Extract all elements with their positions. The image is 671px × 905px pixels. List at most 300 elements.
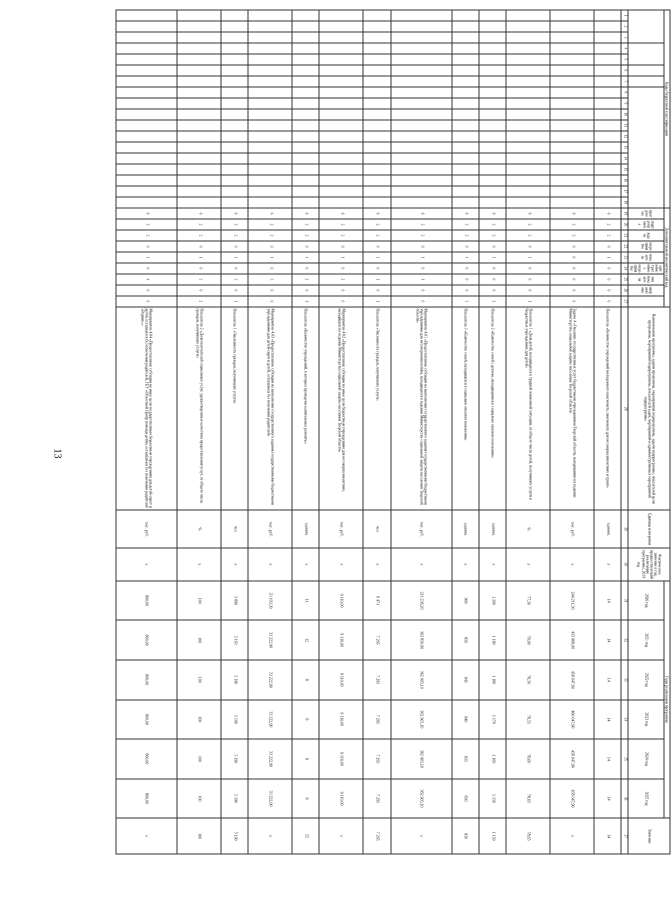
code-cell: 0 [506,241,550,252]
code-cell: 2 [550,219,594,230]
code-cell: 0 [248,285,292,296]
column-number: 11 [621,120,628,131]
code-cell: 2 [363,230,390,241]
column-number: 3 [621,32,628,43]
row-year-value: 1 160 [479,739,506,779]
code-cell [292,186,319,197]
row-year-value: 9 110,00 [319,700,363,740]
code-cell: 1 [248,252,292,263]
table-row [177,10,221,854]
code-cell [292,109,319,120]
code-cell [452,87,479,98]
row-year-value: 7 295 [363,660,390,700]
code-cell [116,164,178,175]
code-cell: 1 [363,296,390,307]
code-cell [221,65,248,76]
code-cell [363,54,390,65]
row-year-value: 800,00 [116,660,178,700]
sub-label-подпрограмма: подпрограмма [628,219,663,230]
code-cell: 1 [391,274,453,285]
code-cell: 1 [116,252,178,263]
code-cell: 0 [221,241,248,252]
code-cell: 0 [479,274,506,285]
code-cell: 6 [319,208,363,219]
row-year-value: 466 047,90 [550,700,594,740]
code-cell [177,87,221,98]
code-cell [479,109,506,120]
code-cell [319,54,363,65]
row-year-value: 900 [452,581,479,621]
code-cell [177,98,221,109]
row-final: 55 [292,818,319,854]
code-cell [594,197,621,208]
row-prior: х [177,548,221,581]
code-cell [221,98,248,109]
sub-label-задача: задача [628,230,663,241]
code-cell: 2 [319,219,363,230]
code-cell [506,197,550,208]
row-year-value: 100 [177,620,221,660]
row-year-value: 14 [594,779,621,819]
code-cell [479,164,506,175]
code-cell: 0 [594,285,621,296]
code-cell [292,43,319,54]
code-cell [479,32,506,43]
column-number: 26 [621,285,628,296]
code-cell [248,10,292,21]
code-cell [363,87,390,98]
code-cell [391,197,453,208]
code-cell: 2 [319,274,363,285]
table-row [363,10,390,854]
sub-label-административное-мероприятие: административное мероприятие [629,264,663,273]
code-cell [319,186,363,197]
code-cell: 0 [594,263,621,274]
row-year-value: 835 [452,739,479,779]
code-cell: 6 [506,208,550,219]
row-year-value: 9 110,00 [319,779,363,819]
code-cell [506,120,550,131]
row-name: Мероприятие 4.04 «Предоставление субсидии на иные цели государственным бюджетным учреждениям для детей-сирот и детей, оставшихся без попечения родителей, ГБУ «Областной Центр помощи детям, оставшимся без попечения родителей «Родник»» [116,307,178,510]
code-cell [391,186,453,197]
code-cell [452,43,479,54]
code-cell [292,65,319,76]
row-prior: х [452,548,479,581]
code-cell [221,109,248,120]
row-year-value: 362 850,00 [391,620,453,660]
column-number: 27 [621,296,628,307]
code-cell: 2 [479,296,506,307]
code-cell [363,43,390,54]
code-cell [248,186,292,197]
code-cell [506,43,550,54]
code-cell [177,32,221,43]
code-cell: 2 [116,219,178,230]
row-unit: % [177,510,221,547]
code-cell [292,175,319,186]
code-cell: 0 [391,263,453,274]
code-cell [452,98,479,109]
header-goal: Наименование программы, задачи программы, мероприятия подпрограммы, задачи подпрограммы, показателей цели программы, мероприятий подпрограммы, показателей задач, мероприятий и административных мероприятий подпрограммы [628,307,670,510]
row-final: 78,65 [506,818,550,854]
code-cell: 2 [391,230,453,241]
table-row [221,10,248,854]
code-cell [479,43,506,54]
column-number: 34 [621,700,628,740]
code-cell [391,43,453,54]
code-cell [550,164,594,175]
code-cell [391,164,453,175]
row-year-value: 33 222,90 [248,620,292,660]
sub-label-направление: направление [628,285,663,296]
column-number: 17 [621,186,628,197]
table-row [479,10,506,854]
code-cell: 0 [391,241,453,252]
code-cell: 0 [506,274,550,285]
code-cell [116,175,178,186]
column-number: 2 [621,21,628,32]
row-year-value: 33 222,90 [248,779,292,819]
code-cell [594,76,621,87]
column-number: 22 [621,241,628,252]
code-cell [550,175,594,186]
code-cell: 3 [221,274,248,285]
code-cell [594,120,621,131]
row-prior: х [292,548,319,581]
column-number: 24 [621,263,628,274]
code-cell: 2 [452,230,479,241]
code-cell [319,21,363,32]
row-year-value: 9 110,00 [319,620,363,660]
code-cell [116,21,178,32]
row-year-value: 362 905,10 [391,779,453,819]
column-number: 20 [621,219,628,230]
code-cell [391,142,453,153]
code-cell: 0 [363,285,390,296]
code-cell [221,54,248,65]
row-year-value: 458 047,90 [550,779,594,819]
row-year-value: 800,00 [116,620,178,660]
code-cell: 2 [248,219,292,230]
code-cell: 6 [479,208,506,219]
code-type-label [628,65,663,76]
row-year-value: 458 047,90 [550,660,594,700]
row-name: Показатель 2 «Количество семей с детьми, находящимися в социально опасном положении» [479,307,506,510]
code-section-label [628,43,663,65]
code-cell: 2 [292,219,319,230]
code-cell: 0 [452,263,479,274]
code-cell: 0 [479,263,506,274]
code-cell [292,142,319,153]
table-row [594,10,621,854]
code-cell [177,186,221,197]
code-cell: 2 [391,219,453,230]
code-cell: 2 [292,274,319,285]
code-cell [550,21,594,32]
code-cell: 2 [177,296,221,307]
code-cell [248,76,292,87]
code-cell: 1 [506,296,550,307]
code-cell [452,131,479,142]
code-cell: 0 [506,285,550,296]
code-cell [452,10,479,21]
row-prior: х [248,548,292,581]
column-number: 13 [621,142,628,153]
header-years-group: Годы реализации программы [664,581,670,819]
code-cell [506,87,550,98]
code-cell [550,131,594,142]
code-cell: 0 [177,241,221,252]
sub-label-extra [628,296,663,307]
row-year-value: 7 295 [363,700,390,740]
code-cell [221,197,248,208]
code-cell [506,153,550,164]
row-year-value: 78,65 [506,779,550,819]
code-cell [221,76,248,87]
column-number: 7 [621,76,628,87]
sub-label-мероприятие: мероприятие [628,241,663,252]
code-cell: 0 [319,241,363,252]
code-cell [550,54,594,65]
row-name: Показатель «Численность граждан, получивших услуги» [363,307,390,510]
code-cell: 0 [550,241,594,252]
row-year-value: 1 150 [479,779,506,819]
code-cell: 2 [594,230,621,241]
row-year-value: 3 890 [221,581,248,621]
code-cell [550,87,594,98]
code-cell [116,32,178,43]
code-cell [363,120,390,131]
code-cell: 1 [221,252,248,263]
code-cell [594,21,621,32]
code-cell: 2 [248,230,292,241]
code-cell [479,197,506,208]
code-cell [391,175,453,186]
column-number: 33 [621,660,628,700]
code-cell [319,142,363,153]
row-year-value: 9 110,00 [319,581,363,621]
column-number: 6 [621,65,628,76]
code-cell: 2 [221,219,248,230]
code-cell [177,153,221,164]
table-row [248,10,292,854]
code-cell [506,98,550,109]
code-cell [363,153,390,164]
code-cell [116,98,178,109]
row-unit: единиц [594,510,621,547]
code-cell: 2 [479,219,506,230]
code-cell: 0 [116,285,178,296]
code-cell [506,54,550,65]
row-year-value: 11 [292,581,319,621]
code-cell [292,197,319,208]
row-year-value: 100 [177,700,221,740]
column-number: 5 [621,54,628,65]
code-cell [594,32,621,43]
row-final: х [319,818,363,854]
code-cell [116,131,178,142]
code-admin-label [628,10,663,43]
code-cell [550,10,594,21]
row-year-value: 14 [594,739,621,779]
code-cell [248,32,292,43]
code-cell [594,142,621,153]
row-year-value: 100 [177,660,221,700]
row-prior: х [221,548,248,581]
code-cell: 2 [594,219,621,230]
row-final: 14 [594,818,621,854]
code-cell [391,76,453,87]
code-cell [292,164,319,175]
code-cell [319,120,363,131]
row-year-value: 9 110,00 [319,660,363,700]
column-number: 21 [621,230,628,241]
code-cell [452,120,479,131]
row-final: 5 190 [221,818,248,854]
row-year-value: 800,00 [116,581,178,621]
code-cell [479,87,506,98]
row-year-value: 840 [452,700,479,740]
row-unit: тыс. руб. [116,510,178,547]
code-cell: 0 [452,285,479,296]
code-cell [391,109,453,120]
row-year-value: 7 295 [363,779,390,819]
row-final: 1 150 [479,818,506,854]
code-cell: 0 [594,241,621,252]
code-cell [452,21,479,32]
code-cell: 1 [292,296,319,307]
code-cell [550,153,594,164]
code-cell [594,10,621,21]
page-number: 13 [51,448,63,459]
code-cell: 3 [452,296,479,307]
row-year-value: 1 200 [479,581,506,621]
code-cell: 0 [550,285,594,296]
code-cell [221,153,248,164]
row-year-value: 5 193 [221,620,248,660]
code-cell [506,131,550,142]
code-cell [177,142,221,153]
row-year-value: 12 [292,620,319,660]
code-cell [479,142,506,153]
code-cell: 2 [506,219,550,230]
row-prior: х [594,548,621,581]
code-cell [319,76,363,87]
row-year-value: 33 222,90 [248,739,292,779]
code-cell: 0 [177,285,221,296]
code-cell: 2 [177,230,221,241]
code-cell [248,131,292,142]
row-unit: единиц [479,510,506,547]
code-cell: 0 [594,296,621,307]
code-cell: 0 [248,263,292,274]
column-number: 23 [621,252,628,263]
column-number: 14 [621,153,628,164]
row-unit: тыс. руб. [550,510,594,547]
column-number: 25 [621,274,628,285]
code-cell: 0 [550,252,594,263]
row-year-value: 211 238,20 [391,581,453,621]
code-cell [479,131,506,142]
row-year-value: 78,60 [506,739,550,779]
row-year-value: 362 905,10 [391,660,453,700]
code-cell: 0 [116,263,178,274]
code-cell [391,153,453,164]
code-cell [506,76,550,87]
column-number: 4 [621,43,628,54]
code-cell [550,186,594,197]
code-cell [550,65,594,76]
code-cell: 1 [363,252,390,263]
column-number: 8 [621,87,628,98]
code-cell [319,153,363,164]
column-number: 32 [621,620,628,660]
code-cell [116,142,178,153]
code-cell [248,43,292,54]
code-cell [550,142,594,153]
code-cell [391,98,453,109]
code-cell: 1 [479,252,506,263]
code-cell [363,131,390,142]
code-cell [319,109,363,120]
row-year-value: 78,50 [506,660,550,700]
code-cell: 6 [177,208,221,219]
code-cell [506,10,550,21]
column-number: 29 [621,510,628,547]
code-cell [221,120,248,131]
year-header-5: 2025 год [628,779,663,819]
code-cell: 0 [116,296,178,307]
row-year-value: 100 [177,581,221,621]
row-name: Мероприятие 4.01 «Предоставление субсидии на выполнение государственного задания государственными бюджетными учреждениями для несовершеннолетних, находящихся в ведении Министерства социальной защиты населения Тверской области» [391,307,453,510]
code-cell [177,175,221,186]
code-cell [452,142,479,153]
code-cell: 0 [594,274,621,285]
column-number: 36 [621,779,628,819]
code-cell [452,197,479,208]
code-cell [363,10,390,21]
code-cell [319,131,363,142]
code-cell: 0 [177,263,221,274]
row-year-value: 8 [292,779,319,819]
row-year-value: 244 211,30 [550,581,594,621]
code-cell [550,120,594,131]
code-cell: 0 [550,296,594,307]
code-cell [248,120,292,131]
code-cell: 2 [177,219,221,230]
code-cell [506,21,550,32]
row-year-value: 435 968,00 [550,620,594,660]
table-row [452,10,479,854]
row-year-value: 8 [292,739,319,779]
column-number: 12 [621,131,628,142]
code-cell: 2 [221,230,248,241]
code-cell [594,186,621,197]
code-cell [452,175,479,186]
code-cell [391,10,453,21]
table-row [550,10,594,854]
code-cell [221,164,248,175]
column-number: 35 [621,739,628,779]
code-cell [452,54,479,65]
code-cell: 0 [550,263,594,274]
code-cell: 6 [594,208,621,219]
row-unit: тыс. руб. [319,510,363,547]
code-cell: 0 [391,296,453,307]
code-cell [363,21,390,32]
code-cell [292,32,319,43]
code-cell [506,175,550,186]
